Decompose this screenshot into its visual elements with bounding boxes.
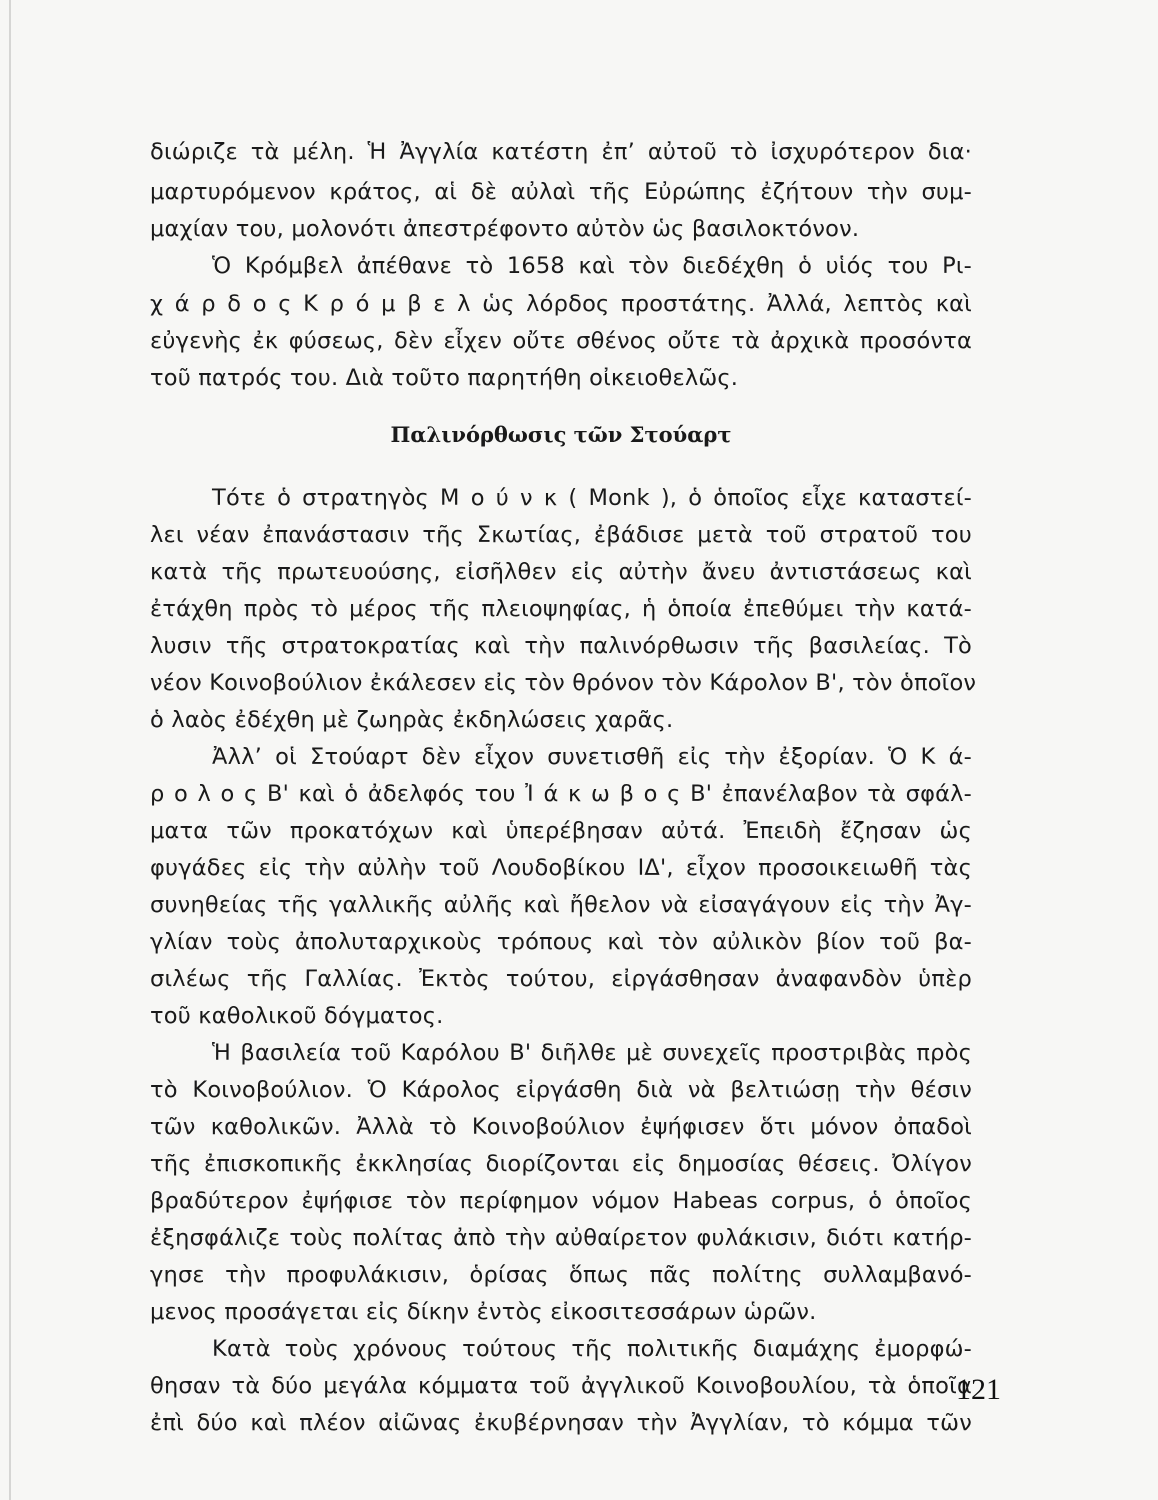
text-line: τοῦ καθολικοῦ δόγματος. (150, 1003, 444, 1029)
text-line: ματα τῶν προκατόχων καὶ ὑπερέβησαν αὐτά. Ἐπειδὴ ἔζησαν ὡς (150, 818, 972, 844)
text-line: τὸ Κοινοβούλιον. Ὁ Κάρολος εἰργάσθη διὰ νὰ βελτιώσῃ τὴν θέσιν (150, 1077, 972, 1103)
text-line: εὐγενὴς ἐκ φύσεως, δὲν εἶχεν οὔτε σθένος οὔτε τὰ ἀρχικὰ προσόντα (150, 328, 972, 354)
paragraph-start-line: Τότε ὁ στρατηγὸς Μ ο ύ ν κ ( Monk ), ὁ ὁποῖος εἶχε καταστεί- (212, 485, 972, 511)
paragraph-start-line: Κατὰ τοὺς χρόνους τούτους τῆς πολιτικῆς διαμάχης ἐμορφώ- (212, 1336, 972, 1362)
text-line: τῆς ἐπισκοπικῆς ἐκκλησίας διορίζονται εἰς δημοσίας θέσεις. Ὀλίγον (150, 1151, 972, 1177)
text-line: ὁ λαὸς ἐδέχθη μὲ ζωηρὰς ἐκδηλώσεις χαρᾶς. (150, 707, 674, 733)
text-line: μενος προσάγεται εἰς δίκην ἐντὸς εἰκοσιτεσσάρων ὡρῶν. (150, 1299, 817, 1325)
text-line: συνηθείας τῆς γαλλικῆς αὐλῆς καὶ ἤθελον νὰ εἰσαγάγουν εἰς τὴν Ἀγ- (150, 892, 972, 918)
text-line: γησε τὴν προφυλάκισιν, ὁρίσας ὅπως πᾶς πολίτης συλλαμβανό- (150, 1262, 972, 1288)
text-line: λει νέαν ἐπανάστασιν τῆς Σκωτίας, ἐβάδισε μετὰ τοῦ στρατοῦ του (150, 522, 972, 548)
text-line: τῶν καθολικῶν. Ἀλλὰ τὸ Κοινοβούλιον ἐψήφισεν ὅτι μόνον ὀπαδοὶ (150, 1114, 972, 1140)
text-line: νέον Κοινοβούλιον ἐκάλεσεν εἰς τὸν θρόνον τὸν Κάρολον Β', τὸν ὁποῖον (150, 670, 977, 696)
page-edge (9, 0, 11, 1500)
text-line: σιλέως τῆς Γαλλίας. Ἐκτὸς τούτου, εἰργάσθησαν ἀναφανδὸν ὑπὲρ (150, 966, 972, 992)
text-line: χ ά ρ δ ο ς Κ ρ ό μ β ε λ ὡς λόρδος προστάτης. Ἀλλά, λεπτὸς καὶ (150, 291, 972, 317)
paragraph-start-line: Ἀλλ’ οἱ Στούαρτ δὲν εἶχον συνετισθῆ εἰς τὴν ἐξορίαν. Ὁ Κ ά- (212, 744, 972, 770)
text-line: φυγάδες εἰς τὴν αὐλὴν τοῦ Λουδοβίκου ΙΔ', εἶχον προσοικειωθῆ τὰς (150, 855, 972, 881)
text-line: θησαν τὰ δύο μεγάλα κόμματα τοῦ ἀγγλικοῦ Κοινοβουλίου, τὰ ὁποῖα (150, 1373, 972, 1399)
page-number: 121 (956, 1373, 1001, 1406)
text-line: βραδύτερον ἐψήφισε τὸν περίφημον νόμον Habeas corpus, ὁ ὁποῖος (150, 1188, 972, 1214)
text-line: τοῦ πατρός του. Διὰ τοῦτο παρητήθη οἰκειοθελῶς. (150, 365, 739, 391)
text-line: μαχίαν του, μολονότι ἀπεστρέφοντο αὐτὸν ὡς βασιλοκτόνον. (150, 216, 860, 242)
text-line: ἐπὶ δύο καὶ πλέον αἰῶνας ἐκυβέρνησαν τὴν Ἀγγλίαν, τὸ κόμμα τῶν (150, 1410, 972, 1436)
text-line: λυσιν τῆς στρατοκρατίας καὶ τὴν παλινόρθωσιν τῆς βασιλείας. Τὸ (150, 633, 972, 659)
text-line: διώριζε τὰ μέλη. Ἡ Ἀγγλία κατέστη ἐπ’ αὐτοῦ τὸ ἰσχυρότερον δια· (150, 139, 972, 165)
text-line: μαρτυρόμενον κράτος, αἱ δὲ αὐλαὶ τῆς Εὐρώπης ἐζήτουν τὴν συμ- (150, 179, 972, 205)
paragraph-start-line: Ὁ Κρόμβελ ἀπέθανε τὸ 1658 καὶ τὸν διεδέχθη ὁ υἱός του Ρι- (212, 253, 972, 279)
paragraph-start-line: Ἡ βασιλεία τοῦ Καρόλου Β' διῆλθε μὲ συνεχεῖς προστριβὰς πρὸς (212, 1040, 972, 1066)
text-line: γλίαν τοὺς ἀπολυταρχικοὺς τρόπους καὶ τὸν αὐλικὸν βίον τοῦ βα- (150, 929, 972, 955)
section-heading: Παλινόρθωσις τῶν Στούαρτ (390, 422, 732, 447)
text-line: κατὰ τῆς πρωτευούσης, εἰσῆλθεν εἰς αὐτὴν ἄνευ ἀντιστάσεως καὶ (150, 559, 972, 585)
text-line: ἐξησφάλιζε τοὺς πολίτας ἀπὸ τὴν αὐθαίρετον φυλάκισιν, διότι κατήρ- (150, 1225, 972, 1251)
text-line: ρ ο λ ο ς Β' καὶ ὁ ἀδελφός του Ἰ ά κ ω β ο ς Β' ἐπανέλαβον τὰ σφάλ- (150, 781, 972, 807)
text-line: ἐτάχθη πρὸς τὸ μέρος τῆς πλειοψηφίας, ἡ ὁποία ἐπεθύμει τὴν κατά- (150, 596, 972, 622)
